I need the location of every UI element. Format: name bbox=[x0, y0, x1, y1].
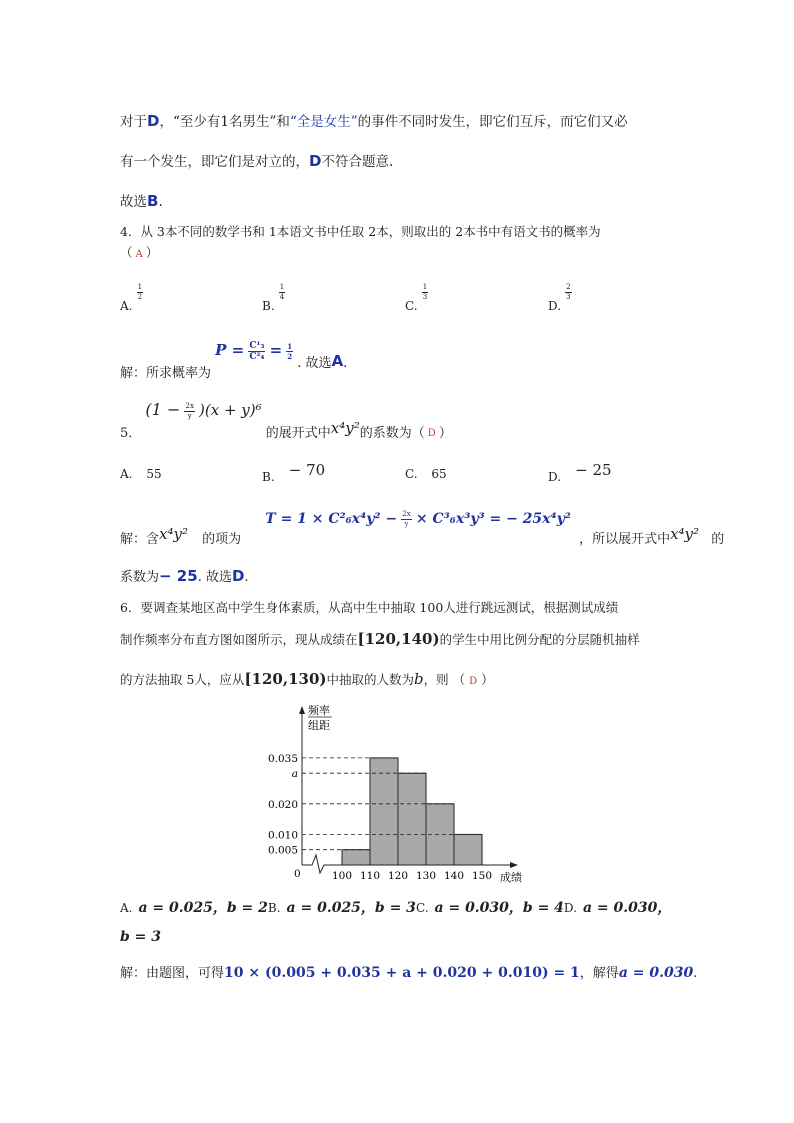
histogram-chart bbox=[0, 700, 794, 900]
q5-solution-fraction: $\frac{2x}{y}$ bbox=[402, 510, 411, 528]
x-axis-arrow bbox=[510, 862, 518, 868]
q4-option-d: D. $\frac{2}{3}$ bbox=[548, 283, 571, 313]
y-tick-label-3: 0.010 bbox=[267, 829, 298, 842]
q4-solution-result-fraction: $\frac{1}{2}$ bbox=[287, 342, 293, 361]
x-tick-label-150: 150 bbox=[471, 870, 493, 882]
q6-solution: 解：由题图，可得10 × (0.005 + 0.035 + a + 0.020 + 0.010) = 1，解得a = 0.030. bbox=[120, 965, 698, 981]
q4-option-b-fraction: $\frac{1}{4}$ bbox=[279, 283, 285, 301]
x-tick-label-130: 130 bbox=[415, 870, 437, 882]
q5-solution-line2: 系数为− 25. 故选D. bbox=[120, 567, 249, 585]
histogram-bar-100-110 bbox=[342, 850, 370, 865]
y-tick-label-1: a bbox=[291, 768, 298, 781]
q5-option-c: C. 65 bbox=[405, 467, 447, 481]
x-tick-label-140: 140 bbox=[443, 870, 465, 882]
q5-option-b: B. − 70 bbox=[262, 461, 326, 484]
histogram-bar-120-130 bbox=[398, 773, 426, 865]
d-conclusion: 故选B. bbox=[120, 192, 163, 210]
q4-option-b: B. $\frac{1}{4}$ bbox=[262, 283, 285, 313]
q5-expression-fraction: $\frac{2x}{y}$ bbox=[185, 402, 194, 420]
origin-label: 0 bbox=[294, 868, 301, 880]
q6-answer: D bbox=[469, 676, 478, 687]
q6-option-d-continued: b = 3 bbox=[120, 929, 162, 945]
histogram-bar-110-120 bbox=[370, 758, 398, 865]
q4-option-a: A. $\frac{1}{2}$ bbox=[120, 283, 143, 313]
d-explanation-line2: 有一个发生，即它们是对立的，D不符合题意. bbox=[120, 152, 394, 170]
q4-stem: 4．从 3本不同的数学书和 1本语文书中任取 2本，则取出的 2本书中有语文书的概率为 bbox=[120, 224, 601, 239]
y-tick-label-4: 0.005 bbox=[267, 844, 298, 857]
q6-line1: 6．要调查某地区高中学生身体素质，从高中生中抽取 100人进行跳远测试，根据测试成绩 bbox=[120, 600, 619, 615]
q5-option-d: D. − 25 bbox=[548, 461, 612, 484]
y-tick-label-0: 0.035 bbox=[267, 752, 298, 765]
x-tick-label-110: 110 bbox=[359, 870, 381, 882]
x-tick-label-100: 100 bbox=[331, 870, 353, 882]
q4-option-c: C. $\frac{1}{3}$ bbox=[405, 283, 428, 313]
q6-options-line1 bbox=[120, 897, 671, 917]
q6-line2: 制作频率分布直方图如图所示，现从成绩在[120,140)的学生中用比例分配的分层随机抽样 bbox=[120, 630, 640, 648]
q4-option-a-fraction: $\frac{1}{2}$ bbox=[137, 283, 143, 301]
d-explanation-line1: 对于D，“至少有1名男生”和“全是女生”的事件不同时发生，即它们互斥，而它们又必 bbox=[120, 112, 628, 130]
y-label-numerator: 频率 bbox=[308, 704, 330, 717]
y-tick-label-2: 0.020 bbox=[267, 798, 298, 811]
y-label-denominator: 组距 bbox=[308, 719, 330, 732]
q4-answer: A bbox=[135, 249, 143, 260]
q6-option-b: B. a = 0.025，b = 3 bbox=[267, 900, 416, 916]
q4-option-c-fraction: $\frac{1}{3}$ bbox=[422, 283, 428, 301]
y-axis-arrow bbox=[299, 706, 305, 714]
q5-answer: D bbox=[427, 428, 436, 439]
q4-answer-paren: （ A ） bbox=[120, 245, 159, 260]
histogram-bar-140-150 bbox=[454, 834, 482, 865]
x-tick-label-120: 120 bbox=[387, 870, 409, 882]
q5-stem: 5． (1 − $\frac{2x}{y}$ )(x + y)⁶ 的展开式中x⁴y²的系数为（ $_D$ ） bbox=[120, 400, 452, 441]
q5-option-a: A. 55 bbox=[120, 467, 162, 481]
q6-option-c: C. a = 0.030，b = 4 bbox=[415, 900, 564, 916]
q4-solution: 解：所求概率为 P = $\frac{\text{C¹₃}}{\text{C²₄}}$ = $\frac{1}{2}$ . 故选A. bbox=[120, 341, 348, 381]
q6-option-a: A. a = 0.025，b = 2 bbox=[120, 900, 268, 916]
q5-solution-line1: 解：含x⁴y² 的项为 T = 1 × C²₆x⁴y² − $\frac{2x}{y}$ × C³₆x³y³ = − 25x⁴y² ，所以展开式中x⁴y² 的 bbox=[120, 510, 725, 547]
q4-option-d-fraction: $\frac{2}{3}$ bbox=[566, 283, 571, 301]
x-axis-label: 成绩 bbox=[500, 871, 522, 884]
q6-option-d: D. a = 0.030， bbox=[563, 900, 672, 916]
q4-solution-combination-fraction: $\frac{\text{C¹₃}}{\text{C²₄}}$ bbox=[249, 341, 265, 362]
q6-line3: 的方法抽取 5人，应从[120,130)中抽取的人数为b，则 （ D ） bbox=[120, 670, 494, 688]
